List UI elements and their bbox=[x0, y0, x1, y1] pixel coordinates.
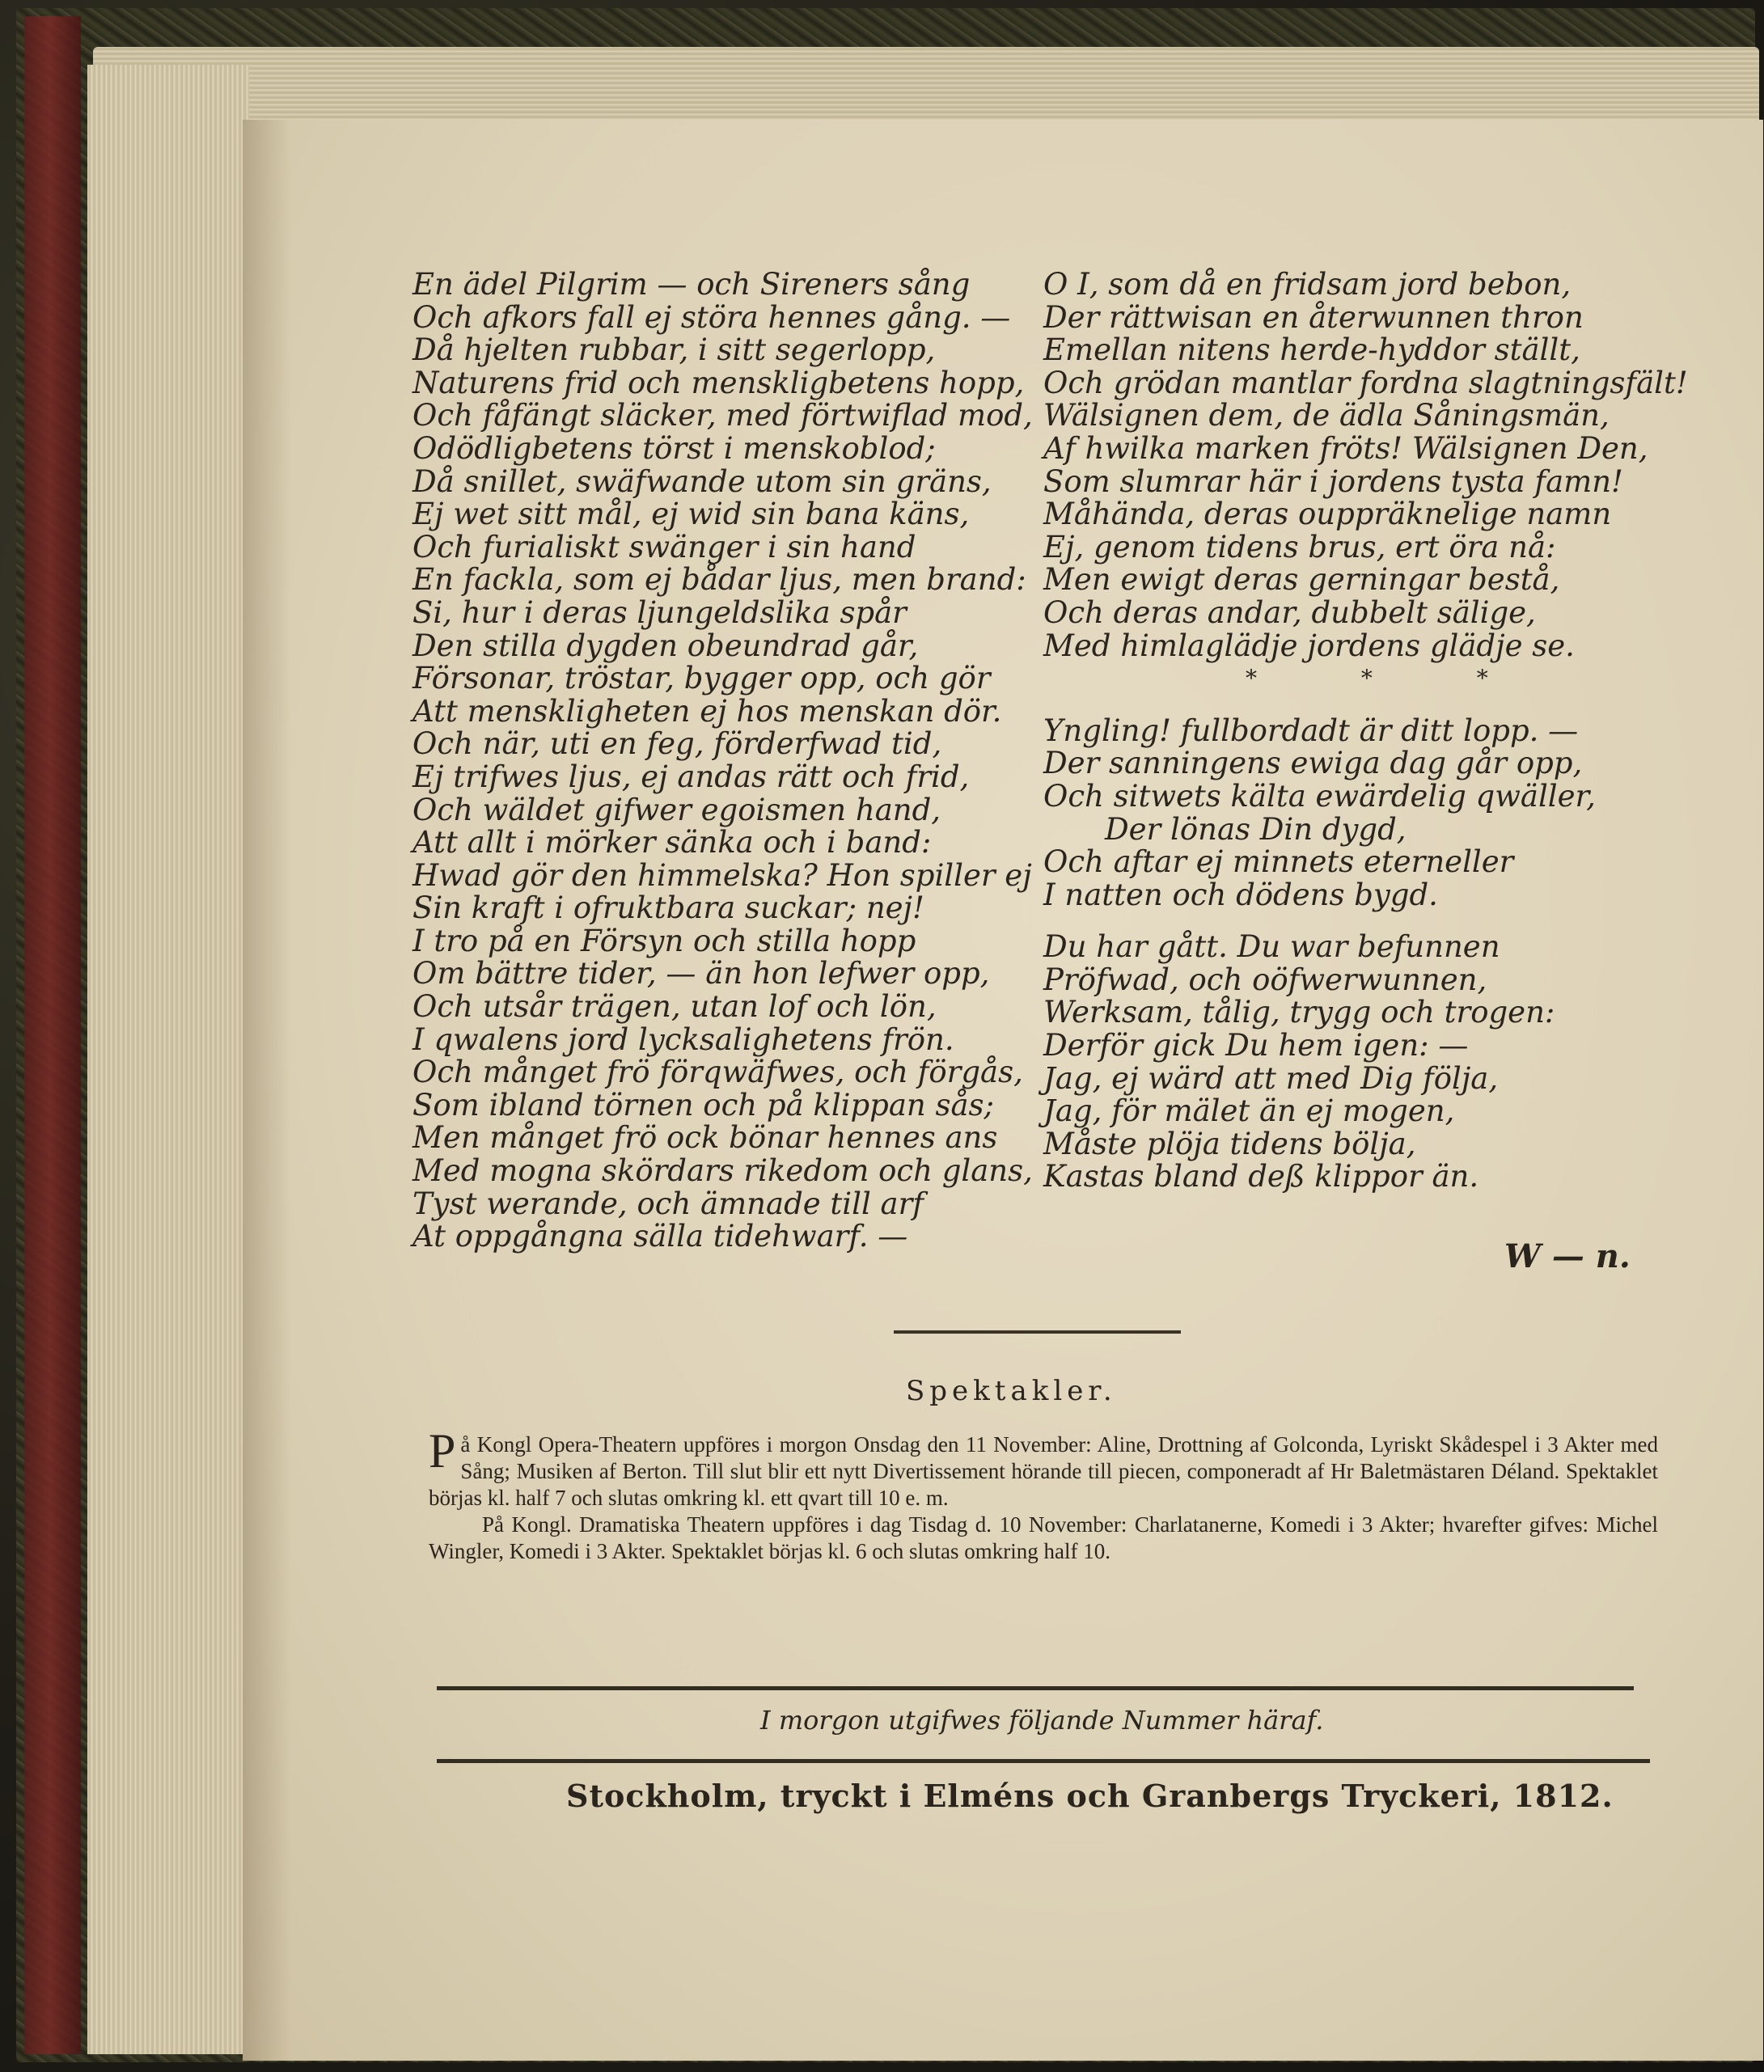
poem-line: Si, hur i deras ljungeldslika spår bbox=[412, 594, 907, 630]
poem-line: Och deras andar, dubbelt sälige, bbox=[1043, 594, 1536, 630]
poem-line: En ädel Pilgrim — och Sireners sång bbox=[412, 267, 971, 302]
poem-line: Hwad gör den himmelska? Hon spiller ej bbox=[412, 857, 1032, 893]
author-signature: W — n. bbox=[1504, 1237, 1631, 1275]
poem-line: Och grödan mantlar fordna slagtningsfält! bbox=[1043, 365, 1688, 400]
poem-line: Och när, uti en feg, förderfwad tid, bbox=[412, 726, 942, 762]
poem-line: Och aftar ej minnets eterneller bbox=[1043, 844, 1514, 880]
poem-line: Wälsignen dem, de ädla Såningsmän, bbox=[1043, 398, 1610, 433]
poem-line: Den stilla dygden obeundrad går, bbox=[412, 628, 919, 663]
poem-line: Naturens frid och menskligbetens hopp, bbox=[412, 365, 1025, 400]
poem-line: Försonar, tröstar, bygger opp, och gör bbox=[412, 661, 991, 696]
poem-line: Odödligbetens törst i menskoblod; bbox=[412, 430, 936, 466]
notice-paragraph-opera bbox=[429, 1424, 1658, 1512]
printer-imprint: Stockholm, tryckt i Elméns och Granbergs Tryckeri, 1812. bbox=[566, 1778, 1614, 1814]
notice-paragraph-opera-text: å Kongl Opera-Theatern uppföres i morgon Onsdag den 11 November: Aline, Drottning af Golconda, Lyriskt Skådespel i 3 Akter med Sång; Musiken af Berton. Till slut blir ett nytt Divertissement hörande till piecen, componeradt af Hr Baletmästaren Déland. Spektaklet börjas kl. half 7 och slutas omkring kl. ett qvart till 10 e. m. bbox=[429, 1432, 1658, 1510]
next-issue-note: I morgon utgifwes följande Nummer häraf. bbox=[760, 1705, 1324, 1736]
poem-line: Och månget frö förqwäfwes, och förgås, bbox=[412, 1055, 1023, 1090]
poem-line: Der rättwisan en återwunnen thron bbox=[1043, 299, 1584, 335]
poem-line: Sin kraft i ofruktbara suckar; nej! bbox=[412, 890, 924, 926]
poem-line: I qwalens jord lycksalighetens frön. bbox=[412, 1021, 954, 1057]
poem-line: I natten och dödens bygd. bbox=[1043, 877, 1438, 912]
binding-spine bbox=[24, 16, 81, 2054]
poem-line: Att allt i mörker sänka och i band: bbox=[412, 825, 932, 861]
gutter-shadow bbox=[243, 120, 291, 2061]
drop-cap: P bbox=[429, 1424, 456, 1478]
poem-left-column bbox=[412, 269, 1035, 1254]
poem-line: Jag, ej wärd att med Dig följa, bbox=[1043, 1060, 1499, 1096]
section-divider bbox=[894, 1330, 1181, 1334]
section-stars: * * * bbox=[1246, 665, 1537, 692]
poem-line: Tyst werande, och ämnade till arf bbox=[412, 1186, 924, 1221]
poem-line: Måste plöja tidens bölja, bbox=[1043, 1126, 1416, 1161]
poem-line: Och wäldet gifwer egoismen hand, bbox=[412, 792, 941, 827]
poem-line: Men månget frö ock bönar hennes ans bbox=[412, 1120, 998, 1156]
poem-line: Du har gått. Du war befunnen bbox=[1043, 929, 1500, 965]
poem-line: Der lönas Din dygd, bbox=[1105, 811, 1407, 847]
stanza-gap bbox=[1043, 696, 1642, 715]
footer-rule-top bbox=[437, 1686, 1634, 1690]
notice-title: Spektakler. bbox=[906, 1375, 1117, 1407]
theatre-notice bbox=[429, 1424, 1658, 1565]
poem-line: Och sitwets kälta ewärdelig qwäller, bbox=[1043, 778, 1596, 814]
poem-line: Der sanningens ewiga dag går opp, bbox=[1043, 746, 1583, 781]
poem-line: Yngling! fullbordadt är ditt lopp. — bbox=[1043, 713, 1579, 748]
notice-paragraph-drama: På Kongl. Dramatiska Theatern uppföres i dag Tisdag d. 10 November: Charlatanerne, Komedi i 3 Akter; hvarefter gifves: Michel Wingler, Komedi i 3 Akter. Spektaklet börjas kl. 6 och slutas omkring half 10. bbox=[429, 1512, 1658, 1563]
poem-line: Och afkors fall ej störa hennes gång. — bbox=[412, 299, 1011, 335]
poem-line: Och fåfängt släcker, med förtwiflad mod, bbox=[412, 398, 1033, 433]
poem-line: Emellan nitens herde-hyddor ställt, bbox=[1043, 332, 1580, 368]
page-block-top-edge bbox=[93, 47, 1759, 124]
poem-line: Ej, genom tidens brus, ert öra nå: bbox=[1043, 529, 1556, 565]
poem-line: Om bättre tider, — än hon lefwer opp, bbox=[412, 956, 990, 992]
footer-rule-bottom bbox=[437, 1759, 1650, 1763]
poem-line: Ej trifwes ljus, ej andas rätt och frid, bbox=[412, 759, 970, 794]
poem-line: Att menskligheten ej hos menskan dör. bbox=[412, 693, 1002, 729]
poem-line: Och furialiskt swänger i sin hand bbox=[412, 529, 916, 565]
poem-line: Som ibland törnen och på klippan sås; bbox=[412, 1087, 995, 1123]
page-block-left-edge bbox=[87, 65, 249, 2054]
poem-line: Då snillet, swäfwande utom sin gräns, bbox=[412, 463, 992, 499]
poem-line: At oppgångna sälla tidehwarf. — bbox=[412, 1219, 908, 1254]
poem-line: Men ewigt deras gerningar bestå, bbox=[1043, 562, 1560, 598]
stanza-gap bbox=[1043, 911, 1642, 931]
poem-line: O I, som då en fridsam jord bebon, bbox=[1043, 267, 1572, 302]
poem-line: Af hwilka marken fröts! Wälsignen Den, bbox=[1043, 430, 1648, 466]
poem-right-column bbox=[1043, 267, 1688, 1195]
poem-line: Som slumrar här i jordens tysta famn! bbox=[1043, 463, 1623, 499]
poem-line: Ej wet sitt mål, ej wid sin bana käns, bbox=[412, 497, 970, 532]
poem-line: Måhända, deras ouppräknelige namn bbox=[1043, 497, 1612, 532]
poem-line: I tro på en Försyn och stilla hopp bbox=[412, 923, 916, 958]
poem-line: Med mogna skördars rikedom och glans, bbox=[412, 1153, 1033, 1189]
poem-line: Pröfwad, och oöfwerwunnen, bbox=[1043, 962, 1487, 997]
poem-line: Kastas bland deß klippor än. bbox=[1043, 1159, 1479, 1195]
poem-line: Med himlaglädje jordens glädje se. bbox=[1043, 628, 1575, 663]
poem-line: Derför gick Du hem igen: — bbox=[1043, 1028, 1469, 1063]
poem-line: Werksam, tålig, trygg och trogen: bbox=[1043, 995, 1555, 1030]
poem-line: Och utsår trägen, utan lof och lön, bbox=[412, 989, 937, 1025]
poem-line: Jag, för mälet än ej mogen, bbox=[1043, 1093, 1455, 1129]
poem-line: En fackla, som ej bådar ljus, men brand: bbox=[412, 562, 1026, 598]
poem-line: Då hjelten rubbar, i sitt segerlopp, bbox=[412, 332, 936, 368]
